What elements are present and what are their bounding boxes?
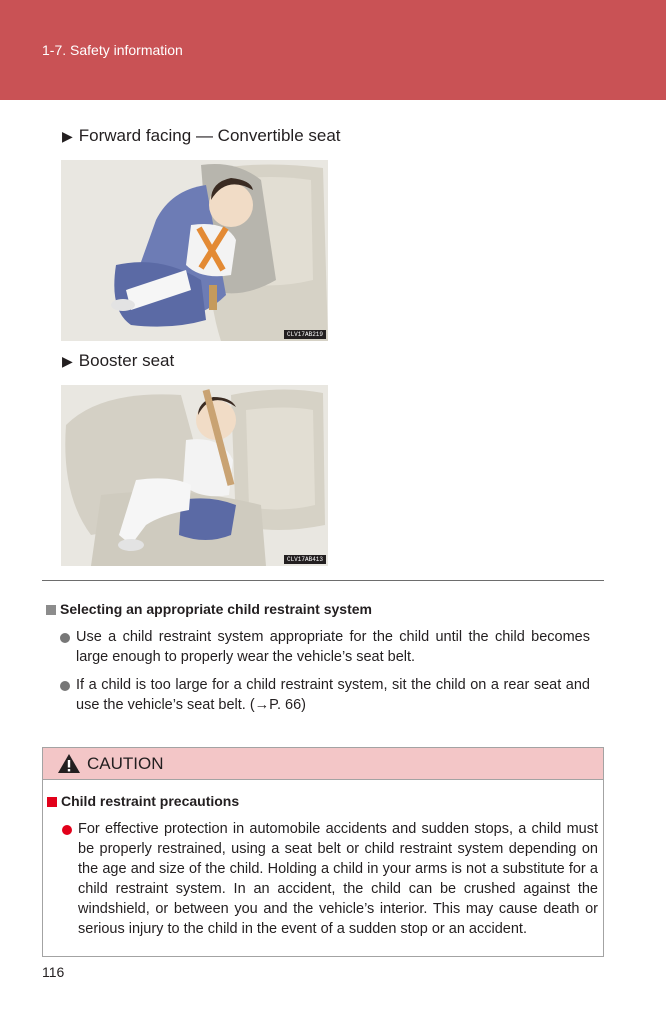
convertible-seat-illustration — [61, 160, 328, 341]
square-bullet-icon — [46, 605, 56, 615]
subsection-label: ▶ Booster seat — [62, 351, 175, 370]
circle-bullet-icon — [60, 633, 70, 643]
page-number: 116 — [42, 964, 65, 980]
booster-seat-illustration — [61, 385, 328, 566]
red-square-bullet-icon — [47, 797, 57, 807]
caution-header — [43, 748, 603, 780]
caution-item: For effective protection in automobile accidents and sudden stops, a child must be properly restrained, using a seat belt or child restraint system depending on the age and size of the child. Holding a child in your arms is not a substitute for a child restraint system. In an accident, the child can be crushed against the windshield, or between you and the vehicle’s interior. This may cause death or serious injury to the child in the event of a sudden stop or an accident. — [62, 819, 598, 939]
triangle-bullet-icon: ▶ — [62, 353, 73, 369]
header-title: 1-7. Safety information — [42, 42, 183, 58]
caution-box — [42, 747, 604, 957]
triangle-bullet-icon: ▶ — [62, 128, 73, 144]
warning-icon — [57, 753, 81, 774]
caution-title: Child restraint precautions — [47, 793, 239, 809]
subsection-label: ▶ Forward facing — Convertible seat — [62, 126, 341, 145]
divider — [42, 580, 604, 581]
image-code: CLV17AB219 — [284, 330, 326, 339]
page-header — [0, 0, 666, 100]
list-item: If a child is too large for a child restraint system, sit the child on a rear seat and use the vehicle’s seat belt. (→P. 66) — [60, 675, 590, 715]
red-circle-bullet-icon — [62, 825, 72, 835]
list-item: Use a child restraint system appropriate for the child until the child becomes large enough to properly wear the vehicle’s seat belt. — [60, 627, 590, 667]
image-code: CLV17AB413 — [284, 555, 326, 564]
section-title: Selecting an appropriate child restraint system — [46, 601, 372, 617]
caution-label: CAUTION — [87, 754, 164, 773]
circle-bullet-icon — [60, 681, 70, 691]
